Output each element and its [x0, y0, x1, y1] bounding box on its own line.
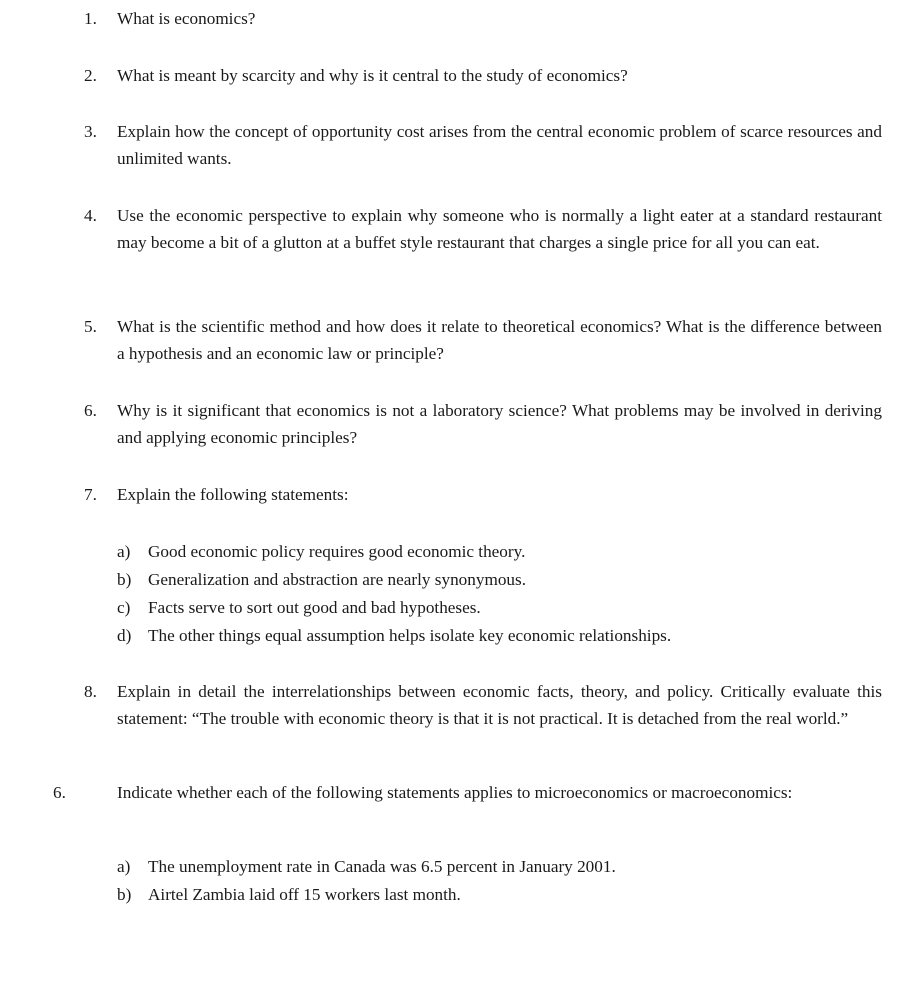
question-number: 5. [84, 317, 97, 336]
sub-item-text: The other things equal assumption helps isolate key economic relationships. [148, 626, 672, 645]
question-text: What is economics? [117, 9, 256, 28]
question-text: Explain how the concept of opportunity cost arises from the central economic problem of scarce resources and unlimited wants. [117, 122, 882, 168]
question-number: 4. [84, 206, 97, 225]
question-text: What is the scientific method and how does it relate to theoretical economics? What is the difference between a hypothesis and an economic law or principle? [117, 317, 882, 363]
sub-item-letter: c) [117, 598, 131, 617]
sub-item-letter: a) [117, 542, 131, 561]
question-number: 7. [84, 485, 97, 504]
question-number: 1. [84, 9, 97, 28]
sub-item-text: The unemployment rate in Canada was 6.5 percent in January 2001. [148, 857, 616, 876]
sub-item-letter: d) [117, 626, 132, 645]
question-text: Indicate whether each of the following statements applies to microeconomics or macroeconomics: [117, 783, 793, 802]
question-text: Why is it significant that economics is not a laboratory science? What problems may be involved in deriving and applying economic principles? [117, 401, 882, 447]
sub-item-text: Facts serve to sort out good and bad hypotheses. [148, 598, 481, 617]
sub-item-text: Airtel Zambia laid off 15 workers last month. [148, 885, 461, 904]
question-text: What is meant by scarcity and why is it central to the study of economics? [117, 66, 628, 85]
question-text: Use the economic perspective to explain why someone who is normally a light eater at a standard restaurant may become a bit of a glutton at a buffet style restaurant that charges a single price for all you can eat. [117, 206, 882, 252]
question-number: 3. [84, 122, 97, 141]
sub-item-text: Generalization and abstraction are nearly synonymous. [148, 570, 526, 589]
sub-item-letter: b) [117, 885, 132, 904]
question-number: 2. [84, 66, 97, 85]
sub-item-text: Good economic policy requires good economic theory. [148, 542, 526, 561]
question-number: 8. [84, 682, 97, 701]
question-number: 6. [53, 783, 66, 802]
question-number: 6. [84, 401, 97, 420]
question-text: Explain in detail the interrelationships between economic facts, theory, and policy. Critically evaluate this statement: “The trouble with economic theory is that it is not practical. It is detached from the real world.” [117, 682, 882, 728]
sub-item-letter: a) [117, 857, 131, 876]
question-text: Explain the following statements: [117, 485, 349, 504]
sub-item-letter: b) [117, 570, 132, 589]
